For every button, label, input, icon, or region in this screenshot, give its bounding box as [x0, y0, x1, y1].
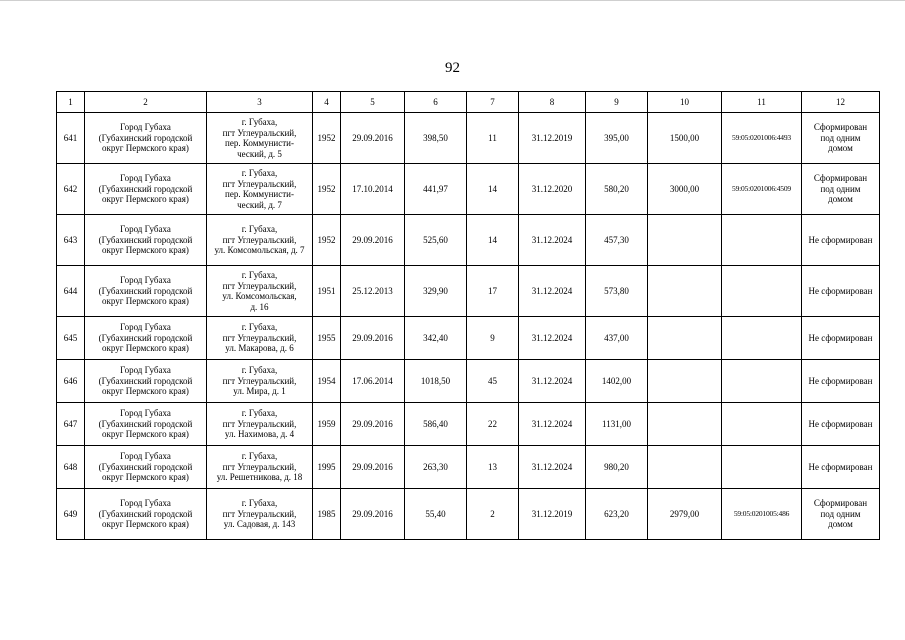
- area2-cell: 395,00: [586, 113, 648, 164]
- deadline-cell: 31.12.2024: [519, 266, 586, 317]
- status-cell-line: домом: [828, 143, 853, 154]
- table-row: [57, 266, 880, 317]
- date-cell: 17.06.2014: [341, 360, 405, 403]
- area-cell: 263,30: [405, 446, 467, 489]
- cadastral-number-cell: [722, 317, 802, 360]
- status-cell-line: Сформирован: [813, 122, 868, 133]
- status-cell: [802, 266, 880, 317]
- municipality-cell-line: (Губахинский городской: [98, 418, 193, 429]
- municipality-cell-line: Город Губаха: [120, 122, 171, 133]
- municipality-cell: [85, 215, 207, 266]
- status-cell-line: Не сформирован: [808, 234, 873, 245]
- table-row: [57, 317, 880, 360]
- address-cell-line: пгт Углеуральский,: [222, 234, 297, 245]
- address-cell-line: ул. Садовая, д. 143: [223, 519, 296, 530]
- date-cell: 29.09.2016: [341, 489, 405, 540]
- cadastral-number-cell: [722, 446, 802, 489]
- table-row: [57, 446, 880, 489]
- municipality-cell-line: (Губахинский городской: [98, 332, 193, 343]
- land-area-cell: [648, 360, 722, 403]
- municipality-cell: [85, 317, 207, 360]
- table-row: [57, 360, 880, 403]
- municipality-cell: [85, 266, 207, 317]
- date-cell: 29.09.2016: [341, 403, 405, 446]
- address-cell-line: ул. Макарова, д. 6: [225, 343, 294, 354]
- column-header: 7: [467, 92, 519, 113]
- area2-cell: 580,20: [586, 164, 648, 215]
- address-cell-line: пгт Углеуральский,: [222, 418, 297, 429]
- status-cell-line: Не сформирован: [808, 461, 873, 472]
- status-cell: [802, 215, 880, 266]
- status-cell: [802, 164, 880, 215]
- date-cell: 29.09.2016: [341, 317, 405, 360]
- area-cell: 55,40: [405, 489, 467, 540]
- table-row: [57, 164, 880, 215]
- municipality-cell: [85, 113, 207, 164]
- column-header: 2: [85, 92, 207, 113]
- row-number: 642: [57, 164, 85, 215]
- area2-cell: 623,20: [586, 489, 648, 540]
- column-header: 8: [519, 92, 586, 113]
- row-number: 641: [57, 113, 85, 164]
- address-cell-line: ул. Нахимова, д. 4: [224, 429, 295, 440]
- address-cell-line: г. Губаха,: [241, 270, 278, 280]
- municipality-cell-line: округ Пермского края): [102, 296, 189, 307]
- area-cell: 525,60: [405, 215, 467, 266]
- municipality-cell-line: округ Пермского края): [102, 245, 189, 256]
- address-cell-line: г. Губаха,: [241, 498, 278, 509]
- column-header: 12: [802, 92, 880, 113]
- deadline-cell: 31.12.2019: [519, 113, 586, 164]
- residents-cell: 11: [467, 113, 519, 164]
- address-cell-line: пгт Углеуральский,: [222, 508, 297, 519]
- address-cell-line: пгт Углеуральский,: [222, 280, 297, 291]
- date-cell: 17.10.2014: [341, 164, 405, 215]
- address-cell-line: пгт Углеуральский,: [222, 127, 297, 138]
- residents-cell: 13: [467, 446, 519, 489]
- row-number: 647: [57, 403, 85, 446]
- deadline-cell: 31.12.2024: [519, 317, 586, 360]
- address-cell-line: ул. Комсомольская,: [222, 291, 297, 301]
- residents-cell: 9: [467, 317, 519, 360]
- status-cell: [802, 446, 880, 489]
- housing-register-table: [56, 91, 880, 540]
- land-area-cell: [648, 266, 722, 317]
- municipality-cell-line: Город Губаха: [120, 451, 171, 462]
- address-cell: [207, 266, 313, 317]
- municipality-cell-line: (Губахинский городской: [98, 183, 193, 194]
- residents-cell: 22: [467, 403, 519, 446]
- address-cell-line: г. Губаха,: [241, 224, 278, 235]
- municipality-cell-line: (Губахинский городской: [98, 375, 193, 386]
- date-cell: 29.09.2016: [341, 215, 405, 266]
- status-cell-line: Не сформирован: [808, 285, 873, 296]
- status-cell-line: домом: [828, 519, 853, 530]
- area2-cell: 1402,00: [586, 360, 648, 403]
- table-row: [57, 215, 880, 266]
- municipality-cell: [85, 403, 207, 446]
- address-cell: [207, 164, 313, 215]
- year-cell: 1951: [313, 266, 341, 317]
- status-cell: [802, 489, 880, 540]
- land-area-cell: [648, 403, 722, 446]
- address-cell: [207, 403, 313, 446]
- address-cell-line: ул. Решетникова, д. 18: [216, 472, 303, 483]
- status-cell-line: Сформирован: [813, 173, 868, 184]
- address-cell-line: г. Губаха,: [241, 451, 278, 462]
- status-cell-line: под одним: [820, 183, 861, 194]
- address-cell-line: пер. Коммунисти-: [225, 189, 294, 199]
- address-cell: [207, 360, 313, 403]
- year-cell: 1985: [313, 489, 341, 540]
- land-area-cell: 3000,00: [648, 164, 722, 215]
- municipality-cell-line: округ Пермского края): [102, 519, 189, 530]
- area2-cell: 437,00: [586, 317, 648, 360]
- cadastral-number-cell: 59:05:0201006:4493: [722, 113, 802, 164]
- municipality-cell-line: (Губахинский городской: [98, 285, 193, 296]
- land-area-cell: 1500,00: [648, 113, 722, 164]
- area-cell: 441,97: [405, 164, 467, 215]
- column-number-header-row: [57, 92, 880, 113]
- table-body: [57, 113, 880, 540]
- row-number: 645: [57, 317, 85, 360]
- address-cell-line: ческий, д. 5: [237, 148, 282, 159]
- address-cell: [207, 489, 313, 540]
- row-number: 643: [57, 215, 85, 266]
- column-header: 10: [648, 92, 722, 113]
- area-cell: 342,40: [405, 317, 467, 360]
- year-cell: 1959: [313, 403, 341, 446]
- address-cell: [207, 317, 313, 360]
- deadline-cell: 31.12.2024: [519, 360, 586, 403]
- municipality-cell-line: (Губахинский городской: [98, 508, 193, 519]
- address-cell-line: д. 16: [250, 301, 269, 312]
- address-cell-line: г. Губаха,: [241, 168, 278, 178]
- year-cell: 1955: [313, 317, 341, 360]
- municipality-cell-line: Город Губаха: [120, 224, 171, 235]
- area2-cell: 457,30: [586, 215, 648, 266]
- status-cell-line: Сформирован: [813, 498, 868, 509]
- date-cell: 25.12.2013: [341, 266, 405, 317]
- area2-cell: 980,20: [586, 446, 648, 489]
- municipality-cell-line: (Губахинский городской: [98, 234, 193, 245]
- column-header: 4: [313, 92, 341, 113]
- municipality-cell-line: Город Губаха: [120, 275, 171, 286]
- area-cell: 1018,50: [405, 360, 467, 403]
- municipality-cell-line: Город Губаха: [120, 408, 171, 419]
- address-cell-line: пгт Углеуральский,: [222, 178, 297, 189]
- column-header: 3: [207, 92, 313, 113]
- area-cell: 398,50: [405, 113, 467, 164]
- table-row: [57, 403, 880, 446]
- residents-cell: 45: [467, 360, 519, 403]
- area-cell: 329,90: [405, 266, 467, 317]
- address-cell-line: пгт Углеуральский,: [222, 461, 297, 472]
- municipality-cell-line: (Губахинский городской: [98, 132, 193, 143]
- table-row: [57, 489, 880, 540]
- area2-cell: 573,80: [586, 266, 648, 317]
- top-scan-edge: [0, 0, 905, 1]
- year-cell: 1952: [313, 164, 341, 215]
- row-number: 649: [57, 489, 85, 540]
- address-cell: [207, 113, 313, 164]
- year-cell: 1954: [313, 360, 341, 403]
- deadline-cell: 31.12.2024: [519, 403, 586, 446]
- cadastral-number-cell: [722, 215, 802, 266]
- status-cell-line: Не сформирован: [808, 375, 873, 386]
- status-cell-line: Не сформирован: [808, 332, 873, 343]
- municipality-cell: [85, 446, 207, 489]
- year-cell: 1952: [313, 215, 341, 266]
- cadastral-number-cell: [722, 403, 802, 446]
- municipality-cell-line: округ Пермского края): [102, 343, 189, 354]
- land-area-cell: [648, 317, 722, 360]
- municipality-cell-line: округ Пермского края): [102, 386, 189, 397]
- land-area-cell: 2979,00: [648, 489, 722, 540]
- municipality-cell: [85, 360, 207, 403]
- address-cell: [207, 446, 313, 489]
- municipality-cell-line: округ Пермского края): [102, 429, 189, 440]
- status-cell: [802, 113, 880, 164]
- address-cell-line: пгт Углеуральский,: [222, 332, 297, 343]
- column-header: 9: [586, 92, 648, 113]
- status-cell-line: домом: [828, 194, 853, 205]
- residents-cell: 2: [467, 489, 519, 540]
- year-cell: 1952: [313, 113, 341, 164]
- status-cell-line: под одним: [820, 132, 861, 143]
- area-cell: 586,40: [405, 403, 467, 446]
- municipality-cell-line: округ Пермского края): [102, 472, 189, 483]
- page-number: 92: [445, 60, 460, 76]
- address-cell-line: ул. Мира, д. 1: [233, 386, 286, 397]
- cadastral-number-cell: [722, 360, 802, 403]
- status-cell: [802, 360, 880, 403]
- status-cell: [802, 403, 880, 446]
- address-cell-line: пер. Коммунисти-: [225, 138, 294, 148]
- column-header: 5: [341, 92, 405, 113]
- municipality-cell-line: Город Губаха: [120, 322, 171, 333]
- cadastral-number-cell: [722, 266, 802, 317]
- row-number: 648: [57, 446, 85, 489]
- status-cell-line: под одним: [820, 508, 861, 519]
- residents-cell: 14: [467, 164, 519, 215]
- column-header: 6: [405, 92, 467, 113]
- municipality-cell-line: округ Пермского края): [102, 143, 189, 154]
- municipality-cell-line: (Губахинский городской: [98, 461, 193, 472]
- column-header: 11: [722, 92, 802, 113]
- address-cell: [207, 215, 313, 266]
- date-cell: 29.09.2016: [341, 446, 405, 489]
- municipality-cell-line: Город Губаха: [120, 365, 171, 376]
- deadline-cell: 31.12.2024: [519, 215, 586, 266]
- table-row: [57, 113, 880, 164]
- address-cell-line: г. Губаха,: [241, 408, 278, 419]
- deadline-cell: 31.12.2019: [519, 489, 586, 540]
- land-area-cell: [648, 446, 722, 489]
- residents-cell: 17: [467, 266, 519, 317]
- deadline-cell: 31.12.2020: [519, 164, 586, 215]
- status-cell: [802, 317, 880, 360]
- residents-cell: 14: [467, 215, 519, 266]
- date-cell: 29.09.2016: [341, 113, 405, 164]
- municipality-cell-line: округ Пермского края): [102, 194, 189, 205]
- address-cell-line: г. Губаха,: [241, 117, 278, 127]
- row-number: 644: [57, 266, 85, 317]
- land-area-cell: [648, 215, 722, 266]
- municipality-cell: [85, 489, 207, 540]
- address-cell-line: ул. Комсомольская, д. 7: [214, 245, 305, 256]
- deadline-cell: 31.12.2024: [519, 446, 586, 489]
- address-cell-line: г. Губаха,: [241, 322, 278, 333]
- municipality-cell-line: Город Губаха: [120, 498, 171, 509]
- status-cell-line: Не сформирован: [808, 418, 873, 429]
- address-cell-line: ческий, д. 7: [237, 199, 282, 210]
- cadastral-number-cell: 59:05:0201006:4509: [722, 164, 802, 215]
- column-header: 1: [57, 92, 85, 113]
- year-cell: 1995: [313, 446, 341, 489]
- cadastral-number-cell: 59:05:0201005:486: [722, 489, 802, 540]
- area2-cell: 1131,00: [586, 403, 648, 446]
- row-number: 646: [57, 360, 85, 403]
- address-cell-line: пгт Углеуральский,: [222, 375, 297, 386]
- municipality-cell: [85, 164, 207, 215]
- municipality-cell-line: Город Губаха: [120, 173, 171, 184]
- address-cell-line: г. Губаха,: [241, 365, 278, 376]
